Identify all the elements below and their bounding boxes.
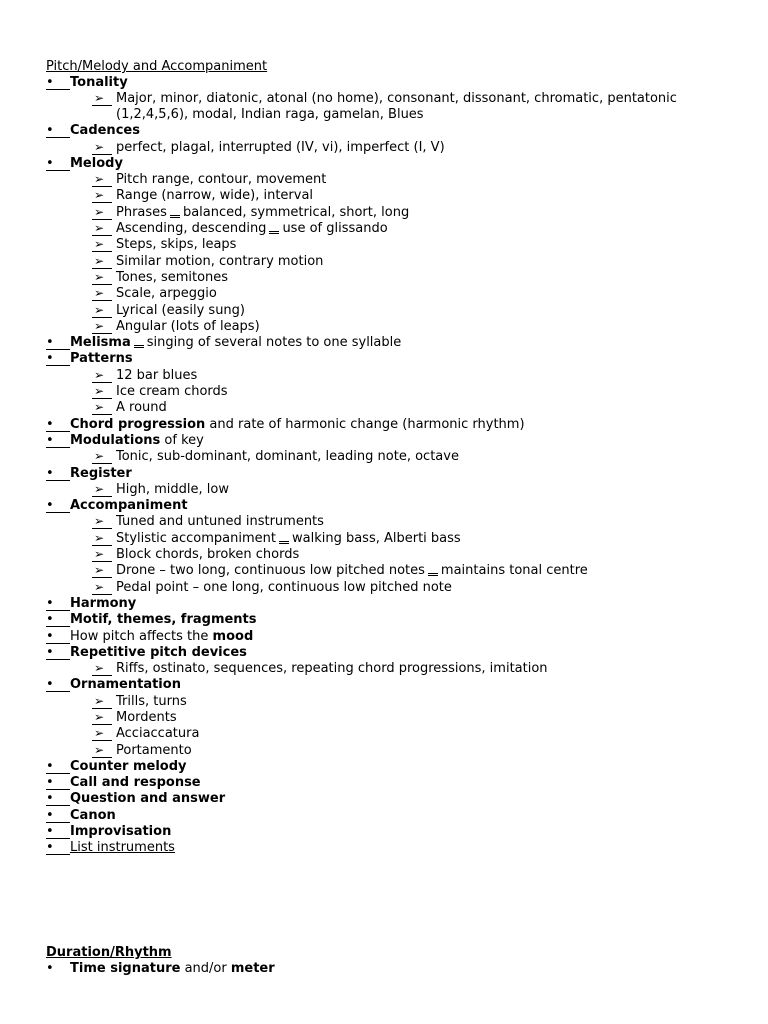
arrow-bullet-icon — [92, 547, 112, 563]
bullet-modulations: • Modulations of key — [46, 433, 746, 449]
bullet-marker — [46, 808, 70, 824]
sub-bullet: ➢ Tonic, sub-dominant, dominant, leading note, octave — [46, 449, 746, 465]
implies-arrow-icon — [279, 536, 289, 544]
bullet-marker — [46, 677, 70, 693]
bullet-marker — [46, 433, 70, 449]
bullet-melisma: • Melisma singing of several notes to one syllable — [46, 335, 746, 351]
section-title-pitch: Pitch/Melody and Accompaniment — [46, 59, 268, 74]
arrow-bullet-icon — [92, 270, 112, 286]
sub-bullet: ➢ Riffs, ostinato, sequences, repeating chord progressions, imitation — [46, 661, 746, 677]
sub-bullet: ➢ Ascending, descending use of glissando — [46, 221, 746, 237]
bullet-marker — [46, 156, 70, 172]
arrow-bullet-icon — [92, 368, 112, 384]
arrow-bullet-icon — [92, 303, 112, 319]
sub-bullet: ➢ Pedal point – one long, continuous low pitched note — [46, 580, 746, 596]
bullet-tonality: • Tonality — [46, 75, 746, 91]
bullet-marker — [46, 612, 70, 628]
sub-bullet: ➢ Lyrical (easily sung) — [46, 303, 746, 319]
sub-bullet: ➢ Mordents — [46, 710, 746, 726]
bullet-marker — [46, 123, 70, 139]
sub-bullet: ➢ Tones, semitones — [46, 270, 746, 286]
sub-bullet: ➢ Portamento — [46, 743, 746, 759]
arrow-bullet-icon — [92, 254, 112, 270]
bullet-marker — [46, 824, 70, 840]
sub-bullet: ➢ Angular (lots of leaps) — [46, 319, 746, 335]
arrow-bullet-icon — [92, 172, 112, 188]
bullet-marker — [46, 759, 70, 775]
arrow-bullet-icon — [92, 237, 112, 253]
bullet-harmony: • Harmony — [46, 596, 746, 612]
bullet-ornamentation: • Ornamentation — [46, 677, 746, 693]
sub-bullet: ➢ 12 bar blues — [46, 368, 746, 384]
arrow-bullet-icon — [92, 140, 112, 156]
sub-bullet: ➢ Trills, turns — [46, 694, 746, 710]
sub-bullet: ➢ Steps, skips, leaps — [46, 237, 746, 253]
bullet-motif: • Motif, themes, fragments — [46, 612, 746, 628]
bullet-improvisation: • Improvisation — [46, 824, 746, 840]
bullet-mood: • How pitch affects the mood — [46, 629, 746, 645]
bullet-call-response: • Call and response — [46, 775, 746, 791]
bullet-chord-progression: • Chord progression and rate of harmonic change (harmonic rhythm) — [46, 417, 746, 433]
sub-bullet: ➢ Acciaccatura — [46, 726, 746, 742]
sub-bullet: ➢ Pitch range, contour, movement — [46, 172, 746, 188]
bullet-marker — [46, 466, 70, 482]
sub-bullet: ➢ Range (narrow, wide), interval — [46, 188, 746, 204]
arrow-bullet-icon — [92, 286, 112, 302]
arrow-bullet-icon — [92, 661, 112, 677]
arrow-bullet-icon — [92, 563, 112, 579]
sub-bullet: ➢ Scale, arpeggio — [46, 286, 746, 302]
sub-bullet: ➢ Phrases balanced, symmetrical, short, long — [46, 205, 746, 221]
sub-bullet: ➢ Block chords, broken chords — [46, 547, 746, 563]
section-title-duration: Duration/Rhythm — [46, 944, 172, 960]
bullet-marker — [46, 351, 70, 367]
arrow-bullet-icon — [92, 694, 112, 710]
arrow-bullet-icon — [92, 221, 112, 237]
bullet-melody: • Melody — [46, 156, 746, 172]
sub-bullet: ➢ Stylistic accompaniment walking bass, Alberti bass — [46, 531, 746, 547]
bullet-canon: • Canon — [46, 808, 746, 824]
bullet-repetitive: • Repetitive pitch devices — [46, 645, 746, 661]
implies-arrow-icon — [134, 340, 144, 348]
arrow-bullet-icon — [92, 449, 112, 465]
bullet-marker — [46, 840, 70, 856]
arrow-bullet-icon — [92, 482, 112, 498]
implies-arrow-icon — [269, 226, 279, 234]
arrow-bullet-icon — [92, 400, 112, 416]
bullet-patterns: • Patterns — [46, 351, 746, 367]
bullet-marker — [46, 961, 70, 977]
implies-arrow-icon — [170, 210, 180, 218]
arrow-bullet-icon — [92, 91, 112, 107]
arrow-bullet-icon — [92, 580, 112, 596]
bullet-marker — [46, 75, 70, 91]
bullet-list-instruments: • List instruments — [46, 840, 746, 856]
section-spacer — [46, 857, 746, 945]
sub-bullet: ➢ High, middle, low — [46, 482, 746, 498]
sub-bullet: ➢ Tuned and untuned instruments — [46, 514, 746, 530]
sub-bullet: ➢ Drone – two long, continuous low pitched notes maintains tonal centre — [46, 563, 746, 579]
bullet-register: • Register — [46, 466, 746, 482]
arrow-bullet-icon — [92, 205, 112, 221]
sub-bullet: ➢ Ice cream chords — [46, 384, 746, 400]
arrow-bullet-icon — [92, 710, 112, 726]
arrow-bullet-icon — [92, 384, 112, 400]
arrow-bullet-icon — [92, 726, 112, 742]
bullet-question-answer: • Question and answer — [46, 791, 746, 807]
arrow-bullet-icon — [92, 743, 112, 759]
bullet-time-signature: • Time signature and/or meter — [46, 961, 746, 977]
implies-arrow-icon — [428, 568, 438, 576]
sub-bullet: ➢ Major, minor, diatonic, atonal (no home), consonant, dissonant, chromatic, pentatonic (1,2,4,5,6), modal, Indian raga, gamelan, Blues — [46, 91, 736, 123]
bullet-marker — [46, 417, 70, 433]
bullet-counter-melody: • Counter melody — [46, 759, 746, 775]
document-body — [46, 59, 746, 977]
bullet-marker — [46, 596, 70, 612]
arrow-bullet-icon — [92, 514, 112, 530]
bullet-marker — [46, 335, 70, 351]
sub-bullet: ➢ perfect, plagal, interrupted (IV, vi), imperfect (I, V) — [46, 140, 746, 156]
sub-bullet: ➢ A round — [46, 400, 746, 416]
bullet-marker — [46, 775, 70, 791]
bullet-marker — [46, 645, 70, 661]
sub-bullet: ➢ Similar motion, contrary motion — [46, 254, 746, 270]
bullet-cadences: • Cadences — [46, 123, 746, 139]
arrow-bullet-icon — [92, 531, 112, 547]
bullet-accompaniment: • Accompaniment — [46, 498, 746, 514]
bullet-marker — [46, 629, 70, 645]
bullet-marker — [46, 498, 70, 514]
bullet-marker — [46, 791, 70, 807]
arrow-bullet-icon — [92, 319, 112, 335]
arrow-bullet-icon — [92, 188, 112, 204]
